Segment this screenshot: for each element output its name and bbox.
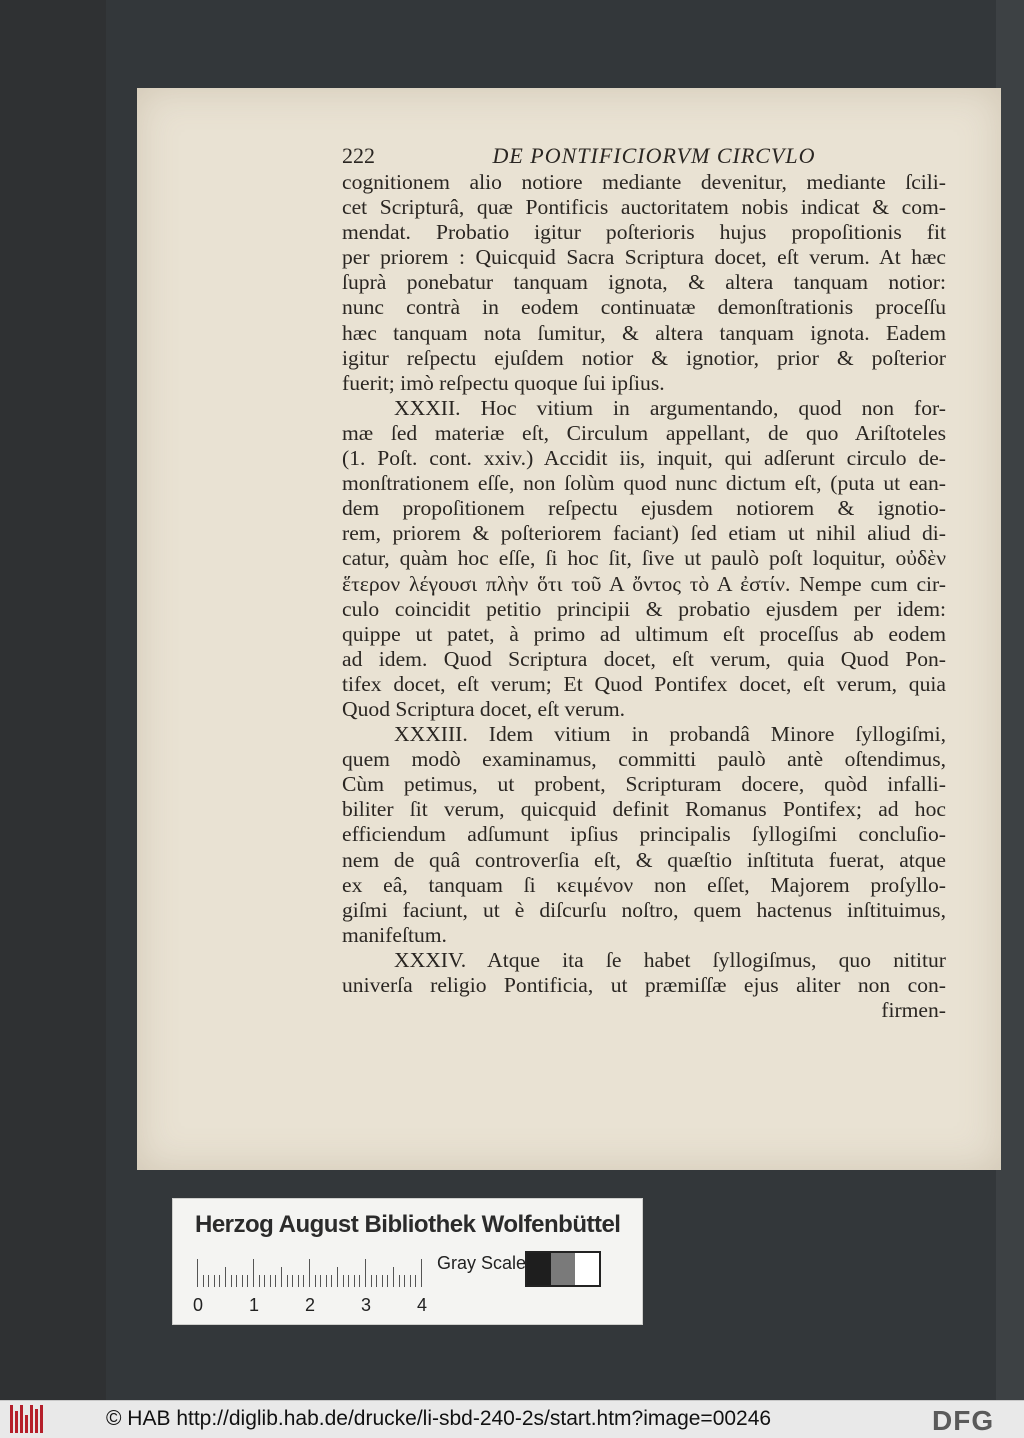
text-line: dem propoſitionem reſpectu ejusdem notiorem & ignotio-: [342, 496, 946, 521]
ruler-tick: [371, 1275, 372, 1287]
text-line: mendat. Probatio igitur poſterioris hujus propoſitionis fit: [342, 220, 946, 245]
ruler-tick: [287, 1275, 288, 1287]
ruler-tick: [264, 1275, 265, 1287]
ruler-number: 0: [193, 1295, 204, 1315]
text-line: culo coincidit petitio principii & probatio ejusdem per idem:: [342, 596, 946, 621]
text-line: cognitionem alio notiore mediante devenitur, mediante ſcili-: [342, 170, 946, 194]
ruler-number: 2: [305, 1295, 316, 1315]
text-line: firmen-: [881, 998, 946, 1023]
text-line: manifeſtum.: [342, 922, 447, 947]
text-line: univerſa religio Pontificia, ut præmiſſæ ejus aliter non con-: [342, 973, 946, 997]
text-line: biliter ſit verum, quicquid definit Romanus Pontifex; ad hoc: [342, 797, 946, 822]
hab-color-card: [172, 1198, 643, 1325]
ruler-tick: [393, 1267, 394, 1287]
text-line: mæ ſed materiæ eſt, Circulum appellant, de quo Ariſtoteles: [342, 420, 946, 445]
text-line: tifex docet, eſt verum; Et Quod Pontifex docet, eſt verum, quia: [342, 671, 946, 696]
ruler-tick: [225, 1267, 226, 1287]
text-line: catur, quàm hoc eſſe, ſi hoc ſit, ſive ut paulò poſt loquitur, οὐδὲν: [342, 546, 946, 571]
text-line: rem, priorem & poſteriorem faciant) ſed etiam ut nihil aliud di-: [342, 521, 946, 546]
gray-scale-label: Gray Scale: [437, 1253, 527, 1273]
hab-logo-icon: [10, 1405, 50, 1433]
text-line: nunc contrà in eodem continuatæ demonſtrationis proceſſu: [342, 295, 946, 320]
ruler-tick: [303, 1275, 304, 1287]
ruler-tick: [231, 1275, 232, 1287]
text-line: ἕτερον λέγουσι πλὴν ὅτι τοῦ Α ὄντος τὸ Α ἐστίν. Nempe cum cir-: [342, 571, 946, 596]
ruler-tick: [404, 1275, 405, 1287]
ruler-tick: [376, 1275, 377, 1287]
text-lines: [342, 170, 946, 1023]
ruler-tick: [259, 1275, 260, 1287]
ruler-tick: [270, 1275, 271, 1287]
text-line: fuerit; imò reſpectu quoque ſui ipſius.: [342, 370, 665, 395]
text-line: nem de quâ controverſia eſt, & quæſtio inſtituta fuerat, atque: [342, 847, 946, 872]
text-line: XXXII. Hoc vitium in argumentando, quod non for-: [394, 395, 946, 420]
ruler-tick: [415, 1275, 416, 1287]
running-title: DE PONTIFICIORVM CIRCVLO: [492, 143, 816, 168]
ruler-tick: [354, 1275, 355, 1287]
text-line: quippe ut patet, à primo ad ultimum eſt proceſſus ab eodem: [342, 621, 946, 646]
text-line: monſtrationem eſſe, non ſolùm quod nunc dictum eſt, (puta ut ean-: [342, 471, 946, 496]
ruler-tick: [292, 1275, 293, 1287]
ruler-tick: [315, 1275, 316, 1287]
gray-swatch-block: [551, 1253, 575, 1285]
text-line: (1. Poſt. cont. xxiv.) Accidit iis, inquit, qui adſerunt circulo de-: [342, 446, 946, 471]
text-line: per priorem : Quicquid Sacra Scriptura docet, eſt verum. At hæc: [342, 245, 946, 270]
ruler-tick: [247, 1275, 248, 1287]
text-line: igitur reſpectu ejuſdem notior & ignotior, prior & poſterior: [342, 345, 946, 370]
ruler-tick: [382, 1275, 383, 1287]
ruler-numbers: [193, 1295, 443, 1319]
page-header: [342, 143, 946, 170]
ruler-tick: [219, 1275, 220, 1287]
text-line: efficiendum adſumunt ipſius principalis ſyllogiſmi concluſio-: [342, 822, 946, 847]
text-line: hæc tanquam nota ſumitur, & altera tanquam ignota. Eadem: [342, 320, 946, 345]
gray-scale-swatch: [525, 1251, 601, 1287]
scale-ruler: [197, 1259, 429, 1287]
ruler-tick: [242, 1275, 243, 1287]
ruler-tick: [275, 1275, 276, 1287]
ruler-number: 4: [417, 1295, 428, 1315]
viewer-footer: [0, 1400, 1024, 1438]
text-line: ad idem. Quod Scriptura docet, eſt verum, quia Quod Pon-: [342, 646, 946, 671]
ruler-tick: [309, 1259, 310, 1287]
ruler-tick: [281, 1267, 282, 1287]
text-line: Quod Scriptura docet, eſt verum.: [342, 696, 626, 721]
text-line: ſuprà ponebatur tanquam ignota, & altera tanquam notior:: [342, 270, 946, 295]
ruler-tick: [236, 1275, 237, 1287]
page-number: 222: [342, 143, 375, 168]
text-line: XXXIV. Atque ita ſe habet ſyllogiſmus, quo nititur: [394, 947, 946, 972]
ruler-tick: [214, 1275, 215, 1287]
ruler-tick: [410, 1275, 411, 1287]
gray-swatch-block: [527, 1253, 551, 1285]
ruler-tick: [337, 1267, 338, 1287]
ruler-tick: [359, 1275, 360, 1287]
text-line: ex eâ, tanquam ſi κειμένον non eſſet, Majorem proſyllo-: [342, 872, 946, 897]
ruler-number: 3: [361, 1295, 372, 1315]
text-line: quem modò examinamus, committi paulò antè oſtendimus,: [342, 747, 946, 772]
gray-swatch-block: [575, 1253, 599, 1285]
ruler-tick: [399, 1275, 400, 1287]
ruler-tick: [197, 1259, 198, 1287]
ruler-tick: [343, 1275, 344, 1287]
page-text: [342, 143, 946, 1023]
ruler-tick: [253, 1259, 254, 1287]
text-line: giſmi faciunt, ut è diſcurſu noſtro, quem hactenus inſtituimus,: [342, 897, 946, 922]
ruler-number: 1: [249, 1295, 260, 1315]
ruler-tick: [203, 1275, 204, 1287]
ruler-tick: [331, 1275, 332, 1287]
ruler-tick: [387, 1275, 388, 1287]
ruler-tick: [326, 1275, 327, 1287]
dfg-logo: DFG: [932, 1405, 995, 1436]
ruler-tick: [365, 1259, 366, 1287]
hab-title: Herzog August Bibliothek Wolfenbüttel: [195, 1211, 621, 1238]
ruler-tick: [208, 1275, 209, 1287]
ruler-tick: [421, 1259, 422, 1287]
ruler-tick: [320, 1275, 321, 1287]
ruler-tick: [348, 1275, 349, 1287]
text-line: cet Scripturâ, quæ Pontificis auctoritatem nobis indicat & com-: [342, 195, 946, 220]
source-url-link[interactable]: © HAB http://diglib.hab.de/drucke/li-sbd-240-2s/start.htm?image=00246: [106, 1407, 772, 1430]
text-line: Cùm petimus, ut probent, Scripturam docere, quòd infalli-: [342, 772, 946, 797]
text-line: XXXIII. Idem vitium in probandâ Minore ſyllogiſmi,: [394, 722, 946, 747]
ruler-tick: [298, 1275, 299, 1287]
